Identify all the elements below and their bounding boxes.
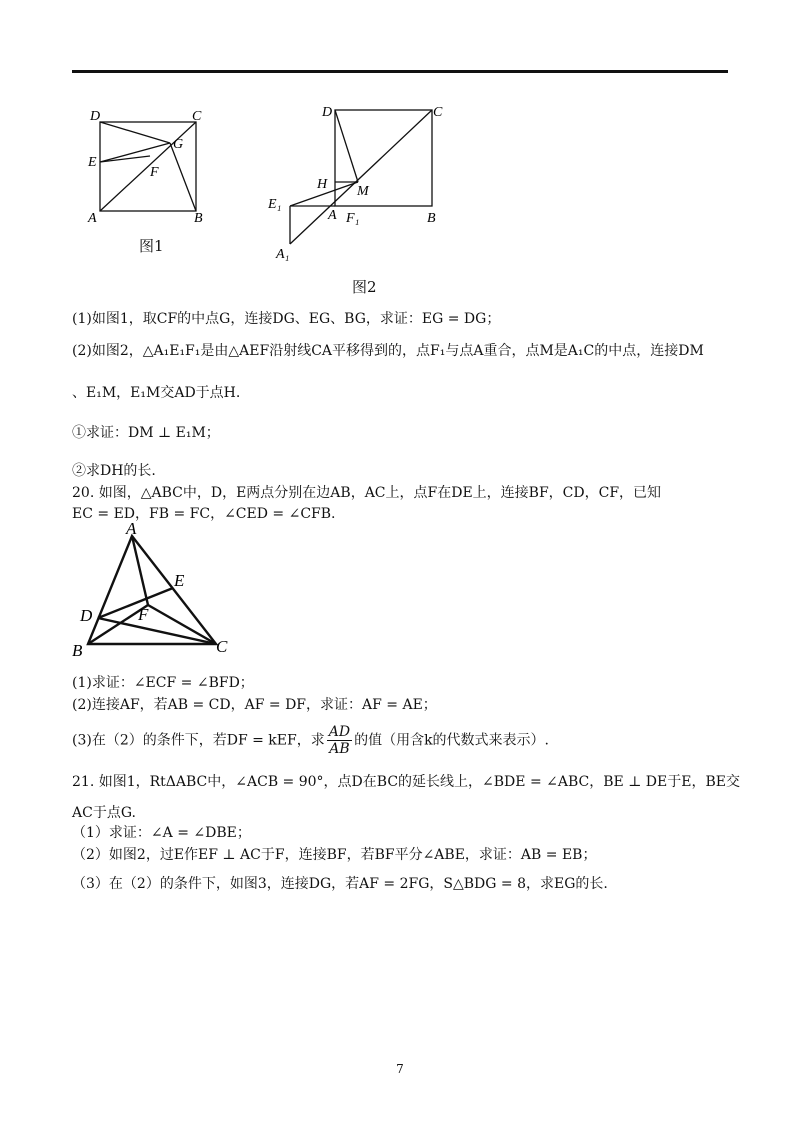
q19-part2-line2: 、E₁M，E₁M交AD于点H.: [72, 385, 241, 401]
q20-label-D: D: [80, 606, 93, 625]
q20-part3-suffix: 的值（用含k的代数式来表示）.: [354, 732, 550, 749]
q20-label-E: E: [174, 571, 185, 590]
q20-label-A: A: [126, 522, 137, 538]
fig2-label-H: H: [317, 177, 328, 192]
figure-2: [268, 98, 448, 268]
q20-label-F: F: [138, 605, 149, 624]
page-number: 7: [396, 1062, 404, 1076]
q21-part2: （2）如图2，过E作EF ⊥ AC于F，连接BF，若BF平分∠ABE，求证：AB = EB；: [72, 847, 597, 863]
q21-stem-line2: AC于点G.: [72, 805, 136, 821]
fig1-label-D: D: [90, 109, 101, 124]
figure-q20: [70, 522, 240, 662]
q20-part3: [72, 724, 549, 757]
q20-stem-line2: EC = ED，FB = FC，∠CED = ∠CFB.: [72, 506, 336, 522]
fig1-label-E: E: [88, 155, 97, 170]
q20-part3-prefix: (3)在（2）的条件下，若DF = kEF，求: [72, 732, 325, 749]
figure-1: [80, 100, 220, 235]
q21-stem-line1: 21. 如图1，RtΔABC中，∠ACB = 90°，点D在BC的延长线上，∠BDE = ∠ABC，BE ⊥ DE于E，BE交: [72, 774, 740, 790]
q20-label-C: C: [216, 637, 228, 656]
q19-part2-sub1: ①求证：DM ⊥ E₁M；: [72, 425, 220, 441]
q19-part1: (1)如图1，取CF的中点G，连接DG、EG、BG，求证：EG = DG；: [72, 311, 501, 327]
q21-part3: （3）在（2）的条件下，如图3，连接DG，若AF = 2FG，S△BDG = 8，求EG的长.: [72, 876, 608, 892]
fig1-label-A: A: [88, 211, 97, 226]
figure-1-caption: 图1: [139, 237, 164, 255]
header-rule: [72, 70, 728, 73]
fig1-label-G: G: [173, 137, 184, 152]
fig2-label-B: B: [427, 211, 436, 226]
figure-2-caption: 图2: [352, 278, 377, 296]
q20-part1: (1)求证：∠ECF = ∠BFD；: [72, 675, 254, 691]
fig2-label-D: D: [322, 105, 333, 120]
fig2-label-M: M: [357, 184, 369, 199]
q20-part2: (2)连接AF，若AB = CD，AF = DF，求证：AF = AE；: [72, 697, 437, 713]
q20-part3-fraction: [327, 724, 352, 757]
q19-part2-line1: (2)如图2，△A₁E₁F₁是由△AEF沿射线CA平移得到的，点F₁与点A重合，点M是A₁C的中点，连接DM: [72, 343, 704, 359]
fig2-label-C: C: [433, 105, 443, 120]
fig1-label-C: C: [192, 109, 202, 124]
fig2-label-F1: F₁: [346, 211, 360, 226]
fig1-label-B: B: [194, 211, 203, 226]
fig2-label-A: A: [328, 208, 337, 223]
fig1-label-F: F: [150, 165, 159, 180]
q21-part1: （1）求证：∠A = ∠DBE；: [72, 825, 251, 841]
q20-stem-line1: 20. 如图，△ABC中，D，E两点分别在边AB，AC上，点F在DE上，连接BF，CD，CF，已知: [72, 485, 662, 501]
q20-fraction-numerator: AD: [328, 724, 351, 740]
q19-part2-sub2: ②求DH的长.: [72, 463, 156, 479]
q20-label-B: B: [72, 641, 83, 660]
q20-fraction-denominator: AB: [329, 741, 350, 757]
fig2-label-A1: A₁: [276, 247, 290, 262]
fig2-label-E1: E₁: [268, 197, 282, 212]
